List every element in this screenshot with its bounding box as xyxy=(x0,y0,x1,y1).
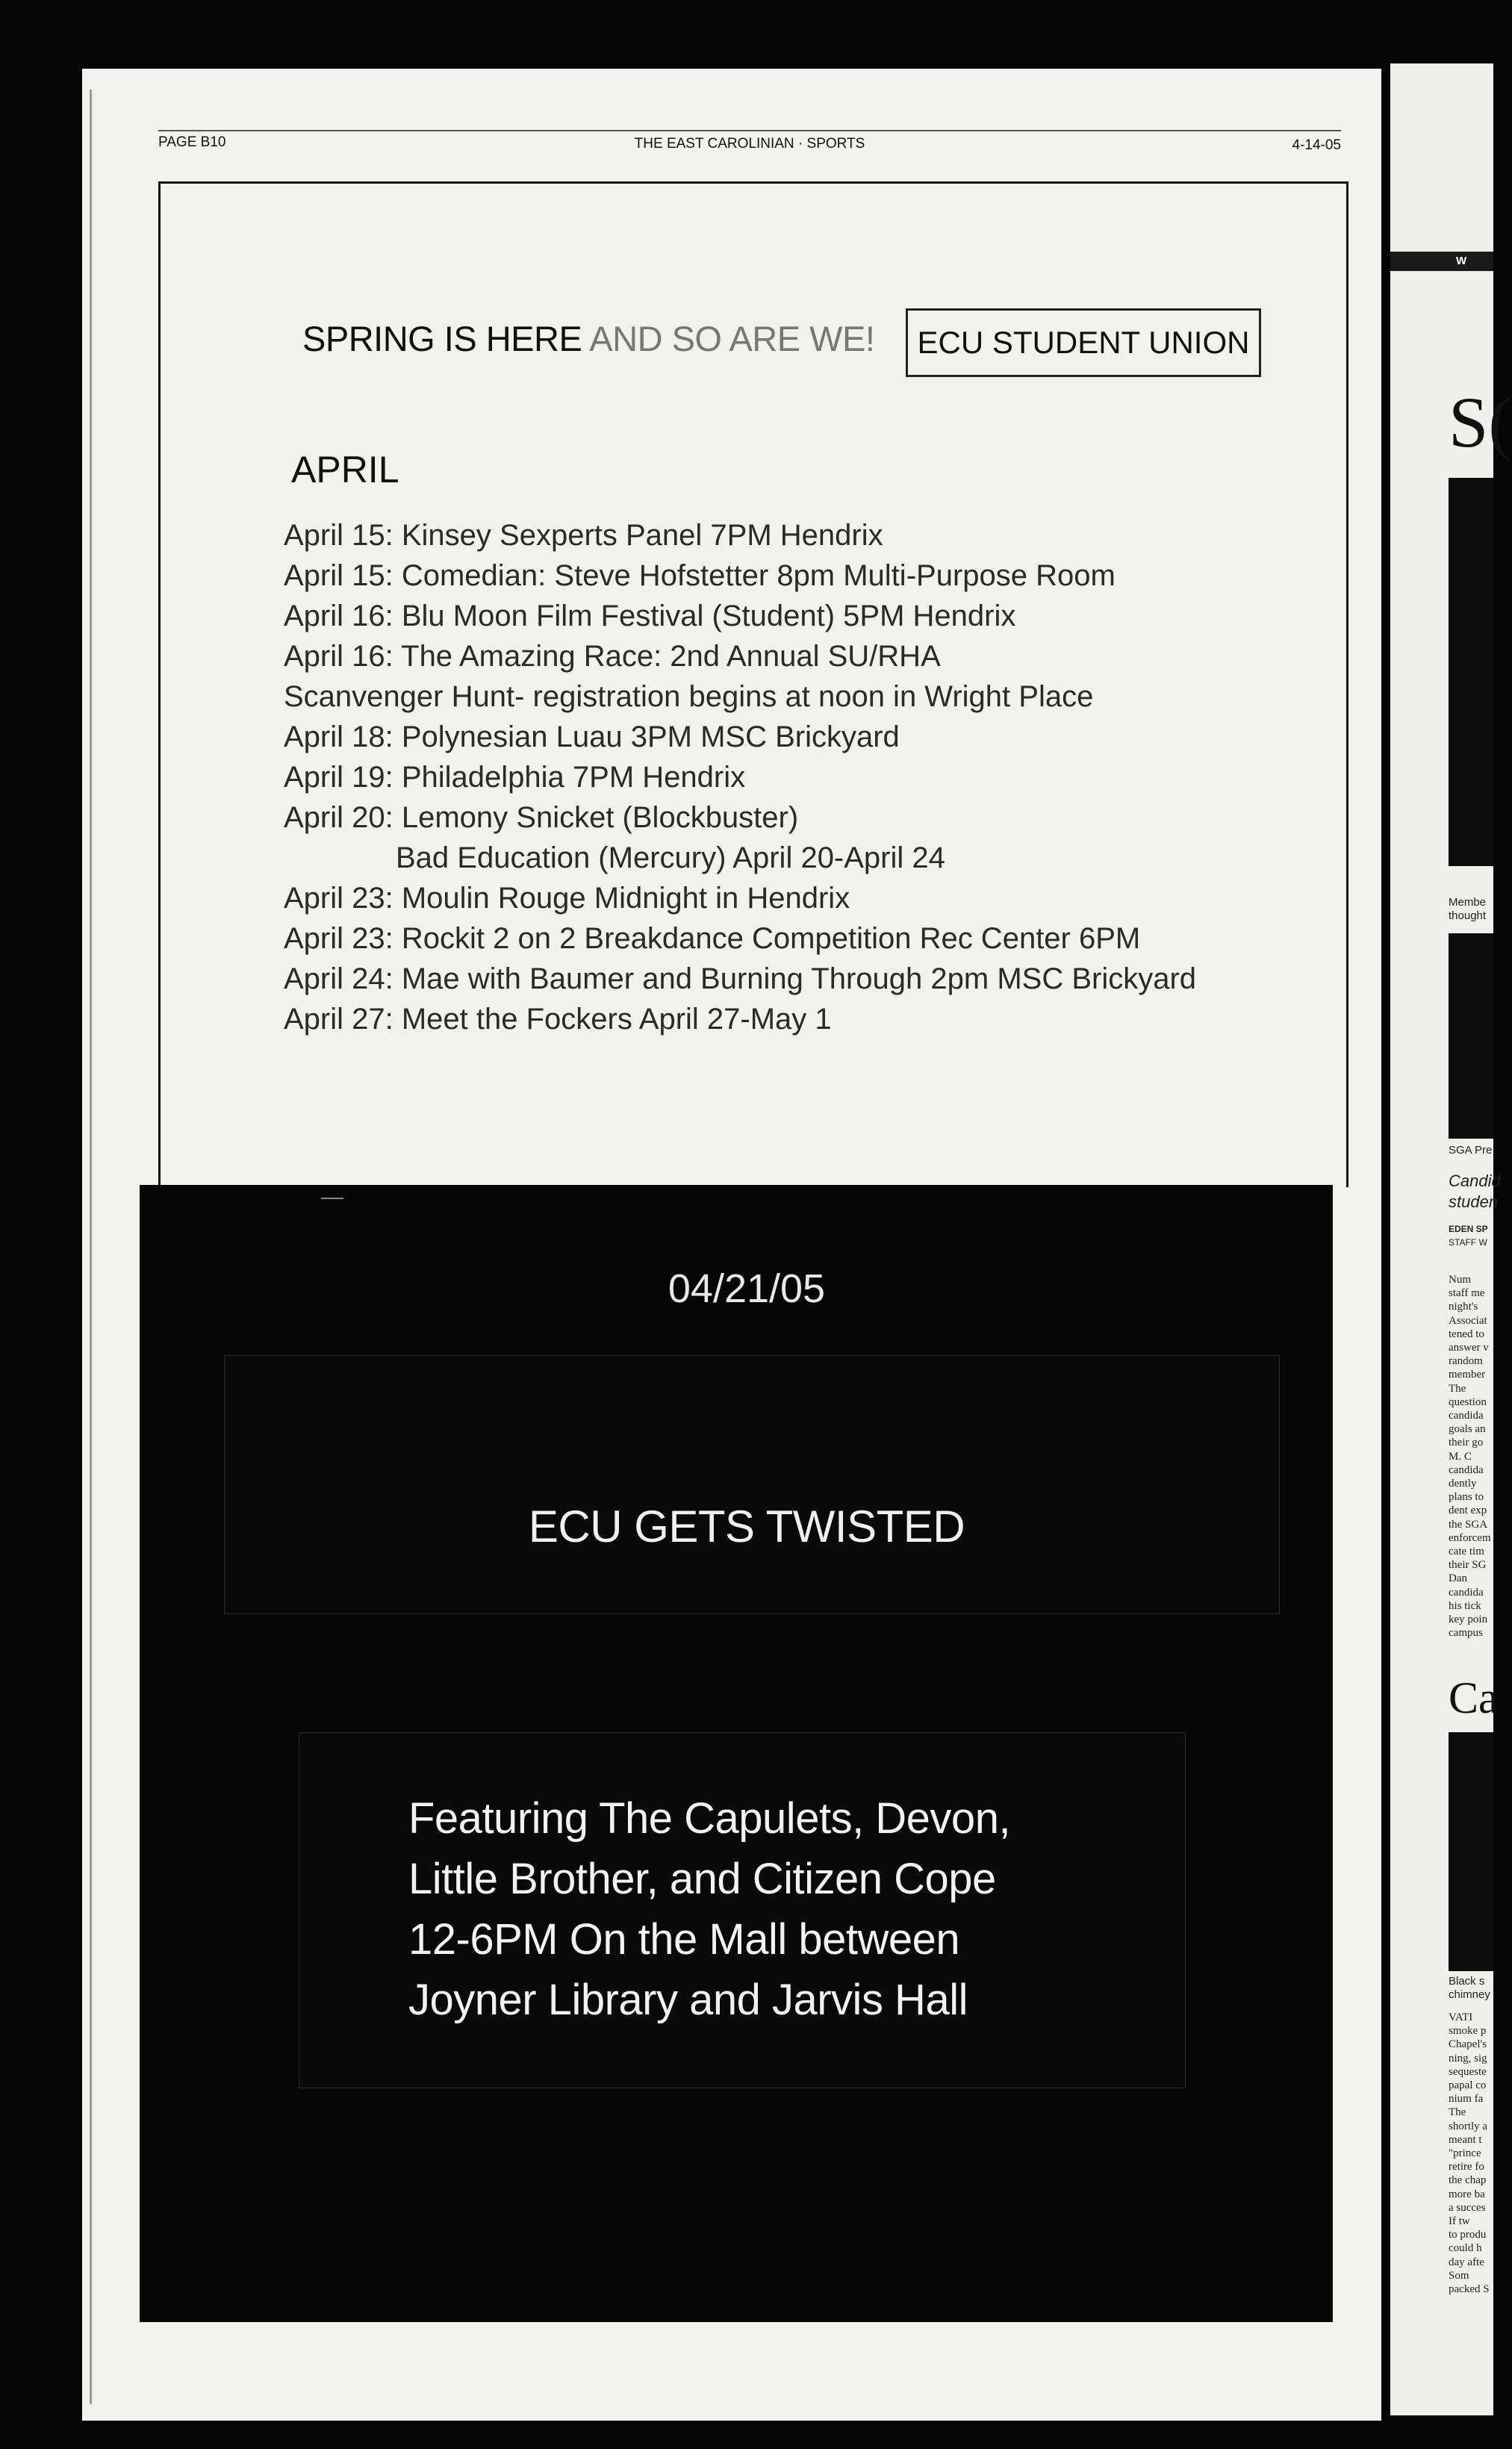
event-item: April 24: Mae with Baumer and Burning Through 2pm MSC Brickyard xyxy=(284,962,1197,995)
adjacent-column-line: goals an xyxy=(1449,1423,1486,1436)
adjacent-column-line: The xyxy=(1449,2106,1466,2119)
adjacent-column-1 xyxy=(1449,1273,1491,1640)
event-item: April 23: Rockit 2 on 2 Breakdance Competition Rec Center 6PM xyxy=(284,922,1141,955)
adjacent-column-line: tened to xyxy=(1449,1328,1484,1340)
page-header xyxy=(158,133,1341,155)
adjacent-column-line: could h xyxy=(1449,2242,1482,2255)
event-item: April 20: Lemony Snicket (Blockbuster) xyxy=(284,801,799,834)
adjacent-column-line: The xyxy=(1449,1382,1466,1395)
adjacent-caption-1b: thought xyxy=(1449,909,1487,922)
adjacent-column-line: retire fo xyxy=(1449,2161,1484,2173)
ad-tagline xyxy=(302,318,874,359)
adjacent-column-line: VATI xyxy=(1449,2011,1473,2023)
tagline-main: SPRING IS HERE xyxy=(302,319,582,358)
lineup-line: Little Brother, and Citizen Cope xyxy=(408,1855,996,1903)
adjacent-column-line: shortly a xyxy=(1449,2120,1488,2132)
publication-title: THE EAST CAROLINIAN · SPORTS xyxy=(634,136,865,152)
student-union-box: ECU STUDENT UNION xyxy=(906,308,1261,377)
adjacent-column-line: ning, sig xyxy=(1449,2052,1487,2064)
adjacent-caption-3a: Black s xyxy=(1449,1975,1485,1988)
adjacent-column-line: Chapel's xyxy=(1449,2038,1487,2051)
page-gutter-line xyxy=(90,90,92,2404)
adjacent-deck-1: Candid xyxy=(1449,1171,1501,1190)
event-item: Scanvenger Hunt- registration begins at noon in Wright Place xyxy=(284,680,1094,713)
adjacent-byline-role: STAFF W xyxy=(1449,1237,1487,1248)
adjacent-column-line: campus xyxy=(1449,1627,1483,1640)
adjacent-column-line: key poin xyxy=(1449,1614,1488,1626)
adjacent-column-line: a succes xyxy=(1449,2201,1486,2214)
adjacent-column-2 xyxy=(1449,2011,1490,2296)
event-item: April 15: Comedian: Steve Hofstetter 8pm Multi-Purpose Room xyxy=(284,559,1116,592)
event-item: April 27: Meet the Fockers April 27-May 1 xyxy=(284,1003,832,1036)
event-item: April 15: Kinsey Sexperts Panel 7PM Hendrix xyxy=(284,519,883,552)
adjacent-caption-3b: chimney xyxy=(1449,1988,1490,2001)
event-title-box xyxy=(224,1355,1280,1614)
adjacent-page xyxy=(1390,63,1512,2415)
event-title: ECU GETS TWISTED xyxy=(528,1502,965,1552)
adjacent-column-line: dent exp xyxy=(1449,1504,1487,1517)
events-list xyxy=(284,515,1314,1039)
adjacent-column-line: sequeste xyxy=(1449,2065,1487,2078)
adjacent-column-line: cate tim xyxy=(1449,1546,1484,1558)
tagline-rest: AND SO ARE WE! xyxy=(589,319,875,358)
adjacent-column-line: If tw xyxy=(1449,2215,1470,2228)
adjacent-column-line: Som xyxy=(1449,2269,1469,2282)
adjacent-column-line: question xyxy=(1449,1395,1487,1408)
adjacent-column-line: their go xyxy=(1449,1437,1484,1449)
adjacent-caption-2: SGA Pre xyxy=(1449,1144,1493,1157)
adjacent-column-line: Num xyxy=(1449,1274,1471,1286)
adjacent-column-line: papal co xyxy=(1449,2079,1487,2092)
event-item: April 23: Moulin Rouge Midnight in Hendrix xyxy=(284,882,850,915)
adjacent-column-line: answer v xyxy=(1449,1342,1489,1354)
adjacent-column-line: member xyxy=(1449,1369,1486,1381)
adjacent-column-line: his tick xyxy=(1449,1599,1481,1612)
page-number: PAGE B10 xyxy=(158,134,226,150)
adjacent-column-line: their SG xyxy=(1449,1559,1487,1572)
adjacent-column-line: more ba xyxy=(1449,2188,1485,2200)
lineup-line: 12-6PM On the Mall between xyxy=(408,1915,960,1964)
print-scratch xyxy=(321,1198,343,1199)
event-item-continued-text: Bad Education (Mercury) April 20-April 24 xyxy=(396,841,945,874)
adjacent-column-line: dently xyxy=(1449,1478,1477,1490)
adjacent-column-line: the chap xyxy=(1449,2174,1487,2187)
adjacent-column-line: M. C xyxy=(1449,1450,1472,1463)
adjacent-column-line: meant t xyxy=(1449,2133,1482,2146)
event-item: April 18: Polynesian Luau 3PM MSC Brickyard xyxy=(284,721,900,753)
adjacent-caption-1a: Membe xyxy=(1449,896,1487,909)
adjacent-headline: S( xyxy=(1449,382,1512,462)
adjacent-column-line: nium fa xyxy=(1449,2093,1484,2106)
event-item: April 19: Philadelphia 7PM Hendrix xyxy=(284,761,746,794)
header-rule xyxy=(158,130,1341,131)
adjacent-column-line: Dan xyxy=(1449,1572,1467,1585)
event-item: April 16: The Amazing Race: 2nd Annual SU/RHA xyxy=(284,640,941,673)
section-tag-bar xyxy=(1390,252,1493,271)
adjacent-photo-2 xyxy=(1449,933,1493,1139)
adjacent-column-line: enforcem xyxy=(1449,1531,1491,1544)
issue-date: 4-14-05 xyxy=(1292,137,1341,153)
section-tag: W xyxy=(1456,255,1467,267)
lineup-line: Featuring The Capulets, Devon, xyxy=(408,1794,1011,1843)
adjacent-column-line: packed S xyxy=(1449,2283,1490,2296)
adjacent-column-line: Associat xyxy=(1449,1314,1487,1327)
adjacent-column-line: candida xyxy=(1449,1586,1484,1599)
adjacent-column-line: random xyxy=(1449,1355,1483,1368)
month-heading: APRIL xyxy=(291,449,399,491)
adjacent-column-line: the SGA xyxy=(1449,1518,1488,1531)
adjacent-column-line: candida xyxy=(1449,1410,1484,1422)
event-item: April 16: Blu Moon Film Festival (Student) 5PM Hendrix xyxy=(284,600,1016,632)
adjacent-column-line: staff me xyxy=(1449,1287,1485,1300)
lineup-line: Joyner Library and Jarvis Hall xyxy=(408,1976,968,2024)
adjacent-column-line: "prince xyxy=(1449,2147,1481,2160)
adjacent-byline: EDEN SP xyxy=(1449,1224,1488,1234)
adjacent-column-line: plans to xyxy=(1449,1491,1484,1504)
event-date: 04/21/05 xyxy=(668,1266,826,1311)
adjacent-column-line: night's xyxy=(1449,1301,1478,1313)
event-item-continued xyxy=(284,838,1314,878)
adjacent-column-line: day afte xyxy=(1449,2256,1484,2268)
lineup-text xyxy=(408,1788,1010,2030)
adjacent-headline-2: Ca xyxy=(1449,1673,1499,1723)
adjacent-photo-3 xyxy=(1449,1732,1493,1971)
adjacent-photo-1 xyxy=(1449,478,1493,866)
adjacent-column-line: to produ xyxy=(1449,2229,1487,2241)
adjacent-column-line: smoke p xyxy=(1449,2025,1487,2038)
adjacent-deck-2: studen xyxy=(1449,1192,1499,1211)
adjacent-column-line: candida xyxy=(1449,1463,1484,1476)
